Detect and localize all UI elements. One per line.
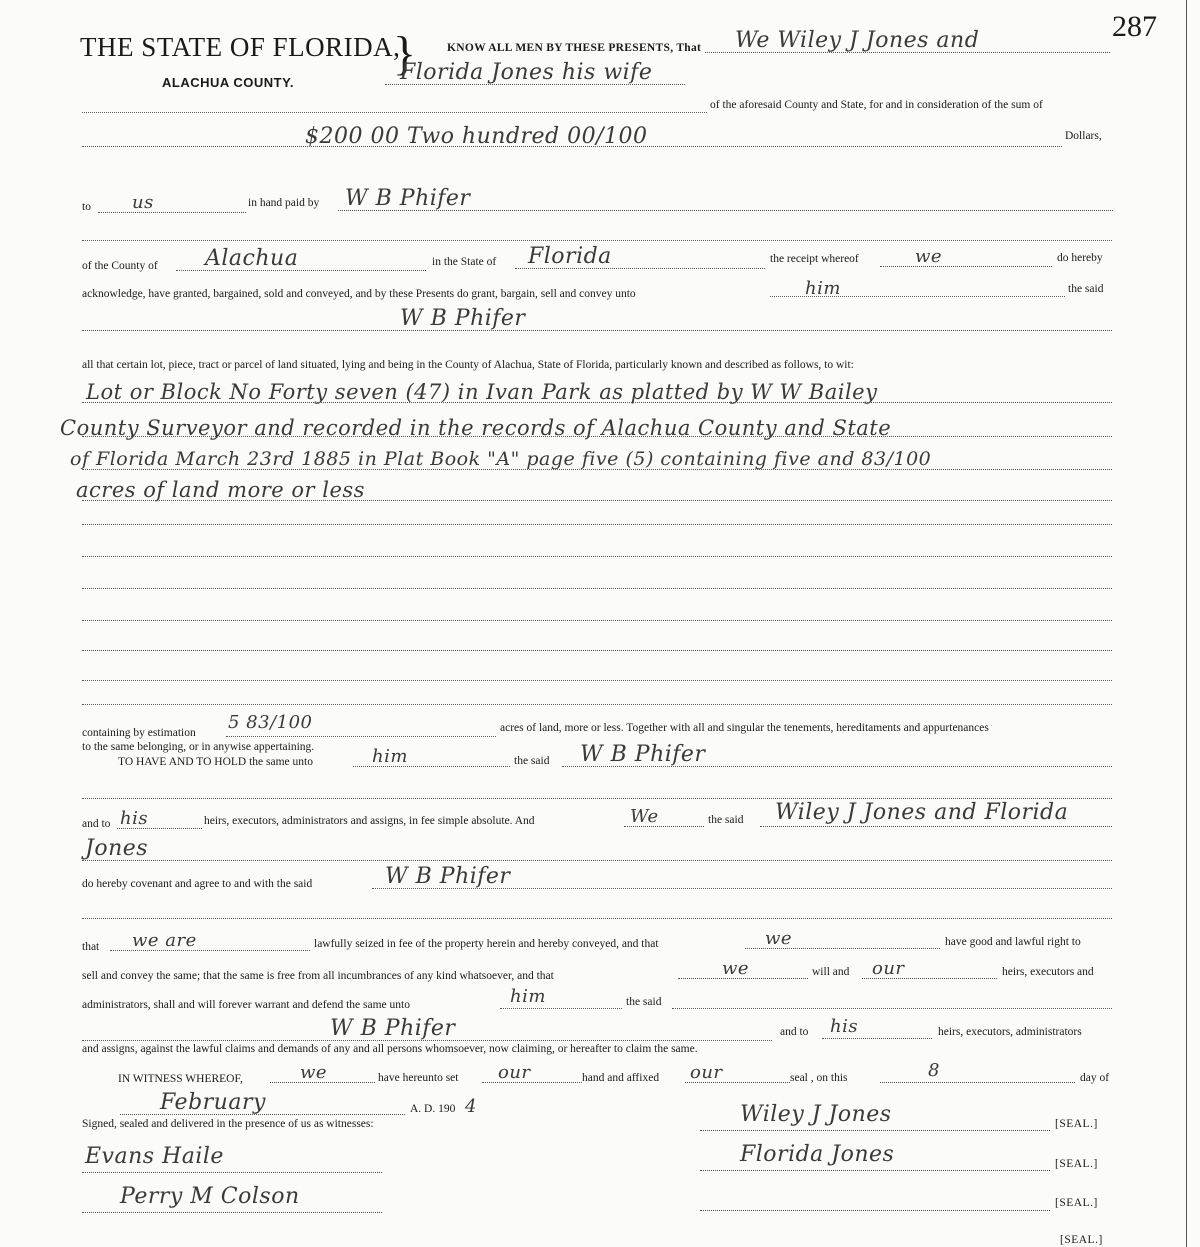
have-good-text: have good and lawful right to	[945, 936, 1081, 948]
witness-our2: our	[690, 1062, 723, 1083]
fill-line	[82, 650, 1112, 651]
state-value: Florida	[528, 244, 612, 269]
witness-signature-1: Evans Haile	[85, 1144, 224, 1169]
receipt-whereof: the receipt whereof	[770, 253, 859, 265]
hand-affixed: hand and affixed	[582, 1072, 660, 1084]
fill-line	[880, 1082, 1075, 1083]
dollars-label: Dollars,	[1065, 130, 1102, 142]
lawfully-text: lawfully seized in fee of the property herein and hereby conveyed, and that	[314, 938, 659, 950]
fill-line	[685, 1082, 790, 1083]
fill-line	[482, 1082, 582, 1083]
header-brace: }	[393, 27, 417, 80]
fill-line	[98, 212, 246, 213]
and-to-label: and to	[82, 818, 111, 830]
fill-line	[82, 146, 1062, 147]
fill-line	[82, 860, 1112, 861]
county-title: ALACHUA COUNTY.	[162, 75, 294, 90]
to-label: to	[82, 201, 91, 213]
fill-line	[700, 1130, 1050, 1131]
grantor-signature-1: Wiley J Jones	[740, 1102, 892, 1127]
admin-and-to: and to	[780, 1026, 809, 1038]
fill-line	[226, 736, 496, 737]
heirs-we: We	[630, 806, 659, 827]
containing-label: containing by estimation	[82, 727, 196, 739]
covenant-name: W B Phifer	[385, 864, 511, 889]
in-state-of: in the State of	[432, 256, 497, 268]
sell-our: our	[872, 958, 905, 979]
fill-line	[353, 766, 510, 767]
habendum-pronoun: him	[372, 746, 408, 767]
grantors-line1: We Wiley J Jones and	[735, 28, 980, 53]
fill-line	[82, 798, 1112, 799]
description-line-2: County Surveyor and recorded in the records of Alachua County and State	[60, 416, 892, 440]
containing-value: 5 83/100	[228, 712, 313, 733]
fill-line	[372, 888, 1112, 889]
fill-line	[82, 704, 1112, 705]
fill-line	[82, 918, 1112, 919]
fill-line	[385, 84, 685, 85]
fill-line	[862, 978, 997, 979]
admin-the-said: the said	[626, 996, 662, 1008]
witness-month: February	[160, 1090, 266, 1115]
fill-line	[117, 828, 202, 829]
county-value: Alachua	[205, 246, 299, 271]
fill-line	[82, 680, 1112, 681]
seal-label-3: [SEAL.]	[1055, 1197, 1098, 1209]
year-digit: 4	[465, 1096, 477, 1117]
to-whom: us	[132, 192, 154, 213]
of-aforesaid-text: of the aforesaid County and State, for and in consideration of the sum of	[710, 99, 1043, 111]
admin-text: administrators, shall and will forever warrant and defend the same unto	[82, 999, 410, 1011]
state-title: THE STATE OF FLORIDA,	[80, 32, 401, 62]
in-hand-paid-by: in hand paid by	[248, 197, 320, 209]
admin-name: W B Phifer	[330, 1016, 456, 1041]
admin-his: his	[830, 1016, 859, 1037]
fill-line	[705, 52, 1110, 53]
of-county-of: of the County of	[82, 260, 158, 272]
fill-line	[500, 1008, 622, 1009]
fill-line	[624, 826, 704, 827]
grantee: W B Phifer	[400, 306, 526, 331]
that-label: that	[82, 941, 100, 953]
day-of: day of	[1080, 1072, 1110, 1084]
fill-line	[82, 1172, 382, 1173]
fill-line	[745, 948, 940, 949]
we-are: we are	[132, 930, 197, 951]
fill-line	[82, 402, 1112, 403]
signed-sealed: Signed, sealed and delivered in the presence of us as witnesses:	[82, 1118, 374, 1130]
witness-we: we	[300, 1062, 328, 1083]
fill-line	[176, 270, 426, 271]
fill-line	[82, 112, 707, 113]
description-line-1: Lot or Block No Forty seven (47) in Ivan Park as platted by W W Bailey	[86, 380, 878, 404]
page-edge	[1186, 0, 1187, 1247]
fill-line	[760, 826, 1112, 827]
seal-on-this: seal , on this	[790, 1072, 848, 1084]
fill-line	[700, 1210, 1050, 1211]
seal-label-4: [SEAL.]	[1060, 1234, 1103, 1246]
assigns-text: and assigns, against the lawful claims and demands of any and all persons whomsoever, now claiming, or hereafter to claim the same.	[82, 1043, 698, 1055]
admin-heirs: heirs, executors, administrators	[938, 1026, 1082, 1038]
receipt-who: we	[915, 246, 943, 267]
grantee-pronoun: him	[805, 278, 841, 299]
fill-line	[110, 950, 310, 951]
heirs-the-said: the said	[708, 814, 744, 826]
fill-line	[82, 330, 1112, 331]
fill-line	[700, 1170, 1050, 1171]
fill-line	[338, 210, 1113, 211]
fill-line	[672, 1008, 1112, 1009]
heirs-text: heirs, executors, administrators and assigns, in fee simple absolute. And	[204, 815, 535, 827]
fill-line	[82, 469, 1112, 470]
know-all-men: KNOW ALL MEN BY THESE PRESENTS, That	[447, 42, 702, 54]
anno-domini: A. D. 190	[410, 1103, 456, 1115]
seized-we: we	[765, 928, 793, 949]
in-witness-label: IN WITNESS WHEREOF,	[118, 1073, 243, 1085]
description-line-4: acres of land more or less	[76, 478, 365, 502]
fill-line	[770, 296, 1065, 297]
page-number: 287	[1112, 10, 1157, 43]
seal-label-1: [SEAL.]	[1055, 1118, 1098, 1130]
admin-him: him	[510, 986, 546, 1007]
fill-line	[82, 524, 1112, 525]
fill-line	[82, 436, 1112, 437]
belonging-text: to the same belonging, or in anywise appertaining.	[82, 741, 315, 753]
heirs-his: his	[120, 808, 149, 829]
heirs-names-1: Wiley J Jones and Florida	[775, 800, 1069, 825]
acknowledge-text: acknowledge, have granted, bargained, sold and conveyed, and by these Presents do grant, bargain, sell and convey unto	[82, 288, 636, 300]
seal-label-2: [SEAL.]	[1055, 1158, 1098, 1170]
fill-line	[82, 500, 1112, 501]
grantors-line2: Florida Jones his wife	[400, 60, 653, 85]
acres-text: acres of land, more or less. Together with all and singular the tenements, hereditaments and appurtenances	[500, 722, 989, 734]
fill-line	[82, 240, 1112, 241]
fill-line	[120, 1114, 405, 1115]
fill-line	[562, 766, 1112, 767]
fill-line	[82, 588, 1112, 589]
amount: $200 00 Two hundred 00/100	[305, 124, 648, 149]
payer: W B Phifer	[345, 186, 471, 211]
sell-heirs: heirs, executors and	[1002, 966, 1094, 978]
fill-line	[822, 1038, 932, 1039]
witness-signature-2: Perry M Colson	[120, 1184, 300, 1209]
heirs-names-2: Jones	[85, 836, 149, 861]
fill-line	[82, 1040, 772, 1041]
witness-our1: our	[498, 1062, 531, 1083]
do-hereby: do hereby	[1057, 252, 1103, 264]
will-and: will and	[812, 966, 850, 978]
witness-day: 8	[928, 1060, 940, 1081]
fill-line	[678, 978, 808, 979]
fill-line	[880, 266, 1052, 267]
have-hereunto: have hereunto set	[378, 1072, 459, 1084]
fill-line	[515, 268, 765, 269]
sell-we: we	[722, 958, 750, 979]
fill-line	[82, 620, 1112, 621]
fill-line	[82, 556, 1112, 557]
covenant-label: do hereby covenant and agree to and with the said	[82, 878, 313, 890]
grantor-signature-2: Florida Jones	[740, 1142, 895, 1167]
habendum-said: the said	[514, 755, 550, 767]
habendum-name: W B Phifer	[580, 742, 706, 767]
fill-line	[270, 1082, 375, 1083]
habendum-label: TO HAVE AND TO HOLD the same unto	[118, 756, 313, 768]
description-line-3: of Florida March 23rd 1885 in Plat Book "A" page five (5) containing five and 83/100	[70, 448, 932, 470]
fill-line	[82, 1212, 382, 1213]
sell-text: sell and convey the same; that the same is free from all incumbrances of any kind whatsoever, and that	[82, 970, 554, 982]
description-intro: all that certain lot, piece, tract or parcel of land situated, lying and being in the County of Alachua, State of Florida, particularly known and described as follows, to wit:	[82, 359, 854, 371]
the-said: the said	[1068, 283, 1104, 295]
